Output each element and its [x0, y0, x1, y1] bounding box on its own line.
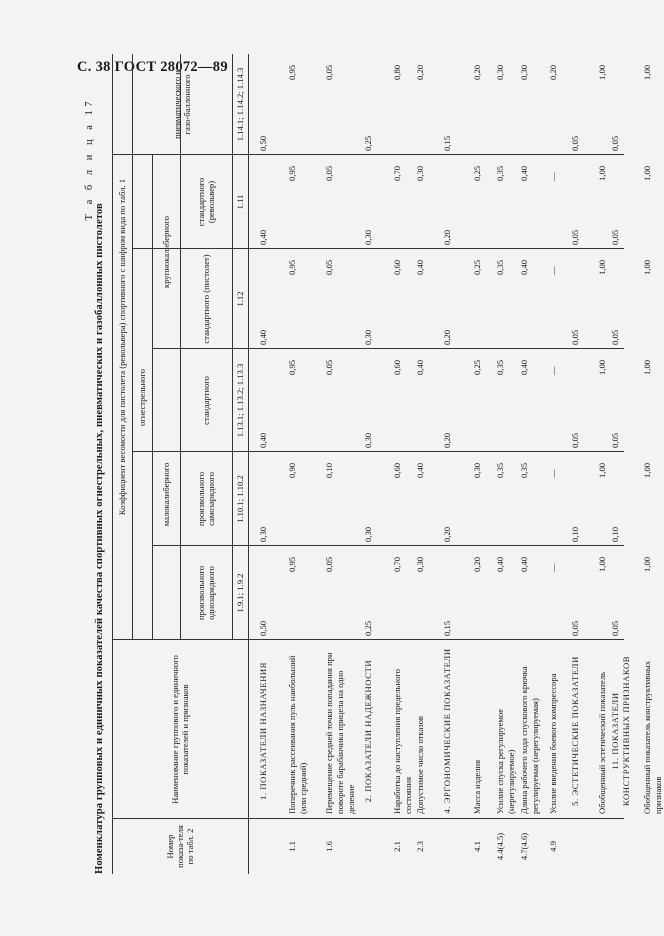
coefficient-value: 0,20	[548, 64, 558, 80]
header-code-2: 1.10.1; 1.10.2	[235, 475, 245, 523]
coefficient-value: —	[548, 366, 558, 375]
coefficient-value: 0,40	[519, 259, 529, 275]
coefficient-value: 1,00	[597, 556, 607, 572]
coefficient-value: 0,05	[570, 329, 580, 345]
row-number: 4.7(4.6)	[519, 832, 529, 861]
header-code-1: 1.9.1; 1.9.2	[235, 573, 245, 613]
row-number: 4.9	[548, 841, 558, 852]
indicator-name: Наработка до наступления предельного состояния	[392, 669, 413, 814]
coefficient-value: 0,10	[324, 462, 334, 478]
coefficient-value: 0,35	[495, 259, 505, 275]
coefficient-value: 0,05	[610, 229, 620, 245]
row-number: 4.1	[472, 841, 482, 852]
coefficient-value: 0,35	[495, 359, 505, 375]
coefficient-value: 0,20	[442, 526, 452, 542]
coefficient-value: 1,00	[642, 556, 652, 572]
coefficient-value: 1,00	[642, 259, 652, 275]
coefficient-value: 0,30	[415, 165, 425, 181]
indicator-name: Длина рабочего хода спускового крючка регулируемая (нерегулируемая)	[519, 666, 540, 814]
coefficient-value: 0,25	[472, 359, 482, 375]
header-sub-4: стандартного (пистолет)	[201, 254, 211, 344]
section-heading: 2. ПОКАЗАТЕЛИ НАДЕЖНОСТИ	[363, 659, 373, 803]
coefficient-table	[112, 54, 663, 874]
coefficient-value: 0,05	[324, 165, 334, 181]
coefficient-value: 0,20	[442, 229, 452, 245]
coefficient-value: 1,00	[642, 64, 652, 80]
coefficient-value: 0,95	[287, 165, 297, 181]
coefficient-value: 0,70	[392, 165, 402, 181]
coefficient-value: 1,00	[642, 359, 652, 375]
coefficient-value: 0,90	[287, 462, 297, 478]
coefficient-value: 0,30	[363, 432, 373, 448]
indicator-name: Масса изделия	[472, 759, 482, 814]
coefficient-value: 0,25	[472, 259, 482, 275]
coefficient-value: 0,30	[363, 329, 373, 345]
coefficient-value: 0,80	[392, 64, 402, 80]
coefficient-value: 0,20	[472, 556, 482, 572]
coefficient-value: 0,05	[570, 432, 580, 448]
header-code-6: 1.14.1; 1.14.2; 1.14.3	[235, 67, 245, 142]
header-sub-1: произвольного однозарядного	[196, 565, 216, 621]
coefficient-value: 0,30	[363, 526, 373, 542]
coefficient-value: 0,05	[610, 432, 620, 448]
coefficient-value: 0,40	[258, 229, 268, 245]
coefficient-value: 0,10	[610, 526, 620, 542]
section-heading: 11. ПОКАЗАТЕЛИ КОНСТРУКТИВНЫХ ПРИЗНАКОВ	[610, 655, 631, 807]
coefficient-value: 0,15	[442, 620, 452, 636]
coefficient-value: 0,40	[415, 462, 425, 478]
header-firearm: огнестрельного	[137, 369, 147, 426]
coefficient-value: 0,30	[258, 526, 268, 542]
header-code-5: 1.11	[235, 194, 245, 210]
header-code-3: 1.13.1; 1.13.2; 1.13.3	[235, 363, 245, 438]
indicator-name: Поперечник рассеивания пуль наибольший (или средний)	[287, 655, 308, 814]
coefficient-value: 0,05	[570, 135, 580, 151]
coefficient-value: 0,30	[495, 64, 505, 80]
coefficient-value: 1,00	[597, 462, 607, 478]
coefficient-value: 0,95	[287, 259, 297, 275]
coefficient-value: 0,05	[610, 135, 620, 151]
coefficient-value: 0,95	[287, 556, 297, 572]
coefficient-value: 0,40	[519, 556, 529, 572]
coefficient-value: 0,15	[442, 135, 452, 151]
coefficient-value: 1,00	[642, 462, 652, 478]
coefficient-value: 0,05	[324, 64, 334, 80]
coefficient-value: 0,40	[495, 556, 505, 572]
coefficient-value: 0,40	[258, 432, 268, 448]
indicator-name: Перемещение средней точки попадания при повороте барабанчика прицела на одно деление	[324, 652, 356, 814]
coefficient-value: 0,20	[415, 64, 425, 80]
header-sub-2: произвольного самозарядного	[196, 471, 216, 527]
section-heading: 5. ЭСТЕТИЧЕСКИЕ ПОКАЗАТЕЛИ	[570, 656, 580, 806]
indicator-name: Обобщенный эстетический показатель	[597, 671, 607, 814]
coefficient-value: 0,30	[363, 229, 373, 245]
coefficient-value: 0,40	[519, 359, 529, 375]
coefficient-value: 1,00	[597, 259, 607, 275]
row-number: 1.6	[324, 841, 334, 852]
page-header: С. 38 ГОСТ 28072—89	[77, 59, 228, 75]
coefficient-value: 0,10	[570, 526, 580, 542]
coefficient-value: 0,05	[570, 620, 580, 636]
row-number: 1.1	[287, 841, 297, 852]
coefficient-value: 0,50	[258, 135, 268, 151]
table-title: Номенклатура групповых и единичных показателей качества спортивных огнестрельных, пневматических и газобаллонных пистолетов	[94, 203, 105, 874]
coefficient-value: 1,00	[642, 165, 652, 181]
coefficient-value: 0,25	[363, 620, 373, 636]
section-heading: 1. ПОКАЗАТЕЛИ НАЗНАЧЕНИЯ	[258, 661, 268, 801]
coefficient-value: 0,05	[324, 556, 334, 572]
coefficient-value: 0,25	[363, 135, 373, 151]
coefficient-value: 0,05	[324, 359, 334, 375]
coefficient-value: 1,00	[597, 64, 607, 80]
coefficient-value: —	[548, 172, 558, 181]
coefficient-value: —	[548, 563, 558, 572]
coefficient-value: 0,95	[287, 64, 297, 80]
header-coefficient: Коэффициент весомости для пистолета (револьвера) спортивного с шифром вида по табл. 1	[117, 178, 127, 516]
header-name: Наименование группового и единичного показателей и признаков	[170, 655, 190, 804]
coefficient-value: 0,30	[472, 462, 482, 478]
indicator-name: Усилие введения боевого компрессора	[548, 673, 558, 814]
coefficient-value: 0,60	[392, 462, 402, 478]
coefficient-value: 0,60	[392, 359, 402, 375]
coefficient-value: 0,20	[472, 64, 482, 80]
indicator-name: Обобщенный показатель конструктивных признаков	[642, 661, 663, 814]
header-large-caliber: крупнокалиберного	[161, 216, 171, 288]
coefficient-value: 0,20	[442, 432, 452, 448]
header-code-4: 1.12	[235, 291, 245, 307]
indicator-name: Усилие спуска регулируемое (нерегулируемое)	[495, 708, 516, 814]
coefficient-value: 0,20	[442, 329, 452, 345]
coefficient-value: 0,40	[415, 359, 425, 375]
row-number: 4.4(4.5)	[495, 832, 505, 861]
coefficient-value: 0,60	[392, 259, 402, 275]
coefficient-value: 0,95	[287, 359, 297, 375]
coefficient-value: 0,35	[495, 165, 505, 181]
table-number: Т а б л и ц а 17	[84, 98, 95, 221]
coefficient-value: 0,40	[258, 329, 268, 345]
coefficient-value: 1,00	[597, 165, 607, 181]
coefficient-value: 0,05	[610, 620, 620, 636]
rotated-table-block	[84, 54, 663, 874]
coefficient-value: 0,35	[495, 462, 505, 478]
coefficient-value: 0,05	[324, 259, 334, 275]
header-number: Номер показа-теля по табл. 2	[165, 825, 195, 868]
row-number: 2.3	[415, 841, 425, 852]
coefficient-value: 0,05	[610, 329, 620, 345]
coefficient-value: 0,40	[415, 259, 425, 275]
coefficient-value: —	[548, 469, 558, 478]
coefficient-value: 0,05	[570, 229, 580, 245]
header-sub-5: стандартного (револьвер)	[196, 177, 216, 227]
coefficient-value: 0,70	[392, 556, 402, 572]
indicator-name: Допустимое число отказов	[415, 716, 425, 814]
coefficient-value: 0,35	[519, 462, 529, 478]
row-number: 2.1	[392, 841, 402, 852]
coefficient-value: 0,40	[519, 165, 529, 181]
coefficient-value: 0,50	[258, 620, 268, 636]
coefficient-value: 0,25	[472, 165, 482, 181]
header-small-caliber: малокалиберного	[161, 462, 171, 527]
header-pneumatic: пневматического и газо-баллонного	[172, 70, 192, 139]
coefficient-value: 0,30	[519, 64, 529, 80]
coefficient-value: 0,30	[415, 556, 425, 572]
coefficient-value: —	[548, 266, 558, 275]
section-heading: 4. ЭРГОНОМИЧЕСКИЕ ПОКАЗАТЕЛИ	[442, 648, 452, 814]
header-sub-3: стандартного	[201, 376, 211, 425]
coefficient-value: 1,00	[597, 359, 607, 375]
